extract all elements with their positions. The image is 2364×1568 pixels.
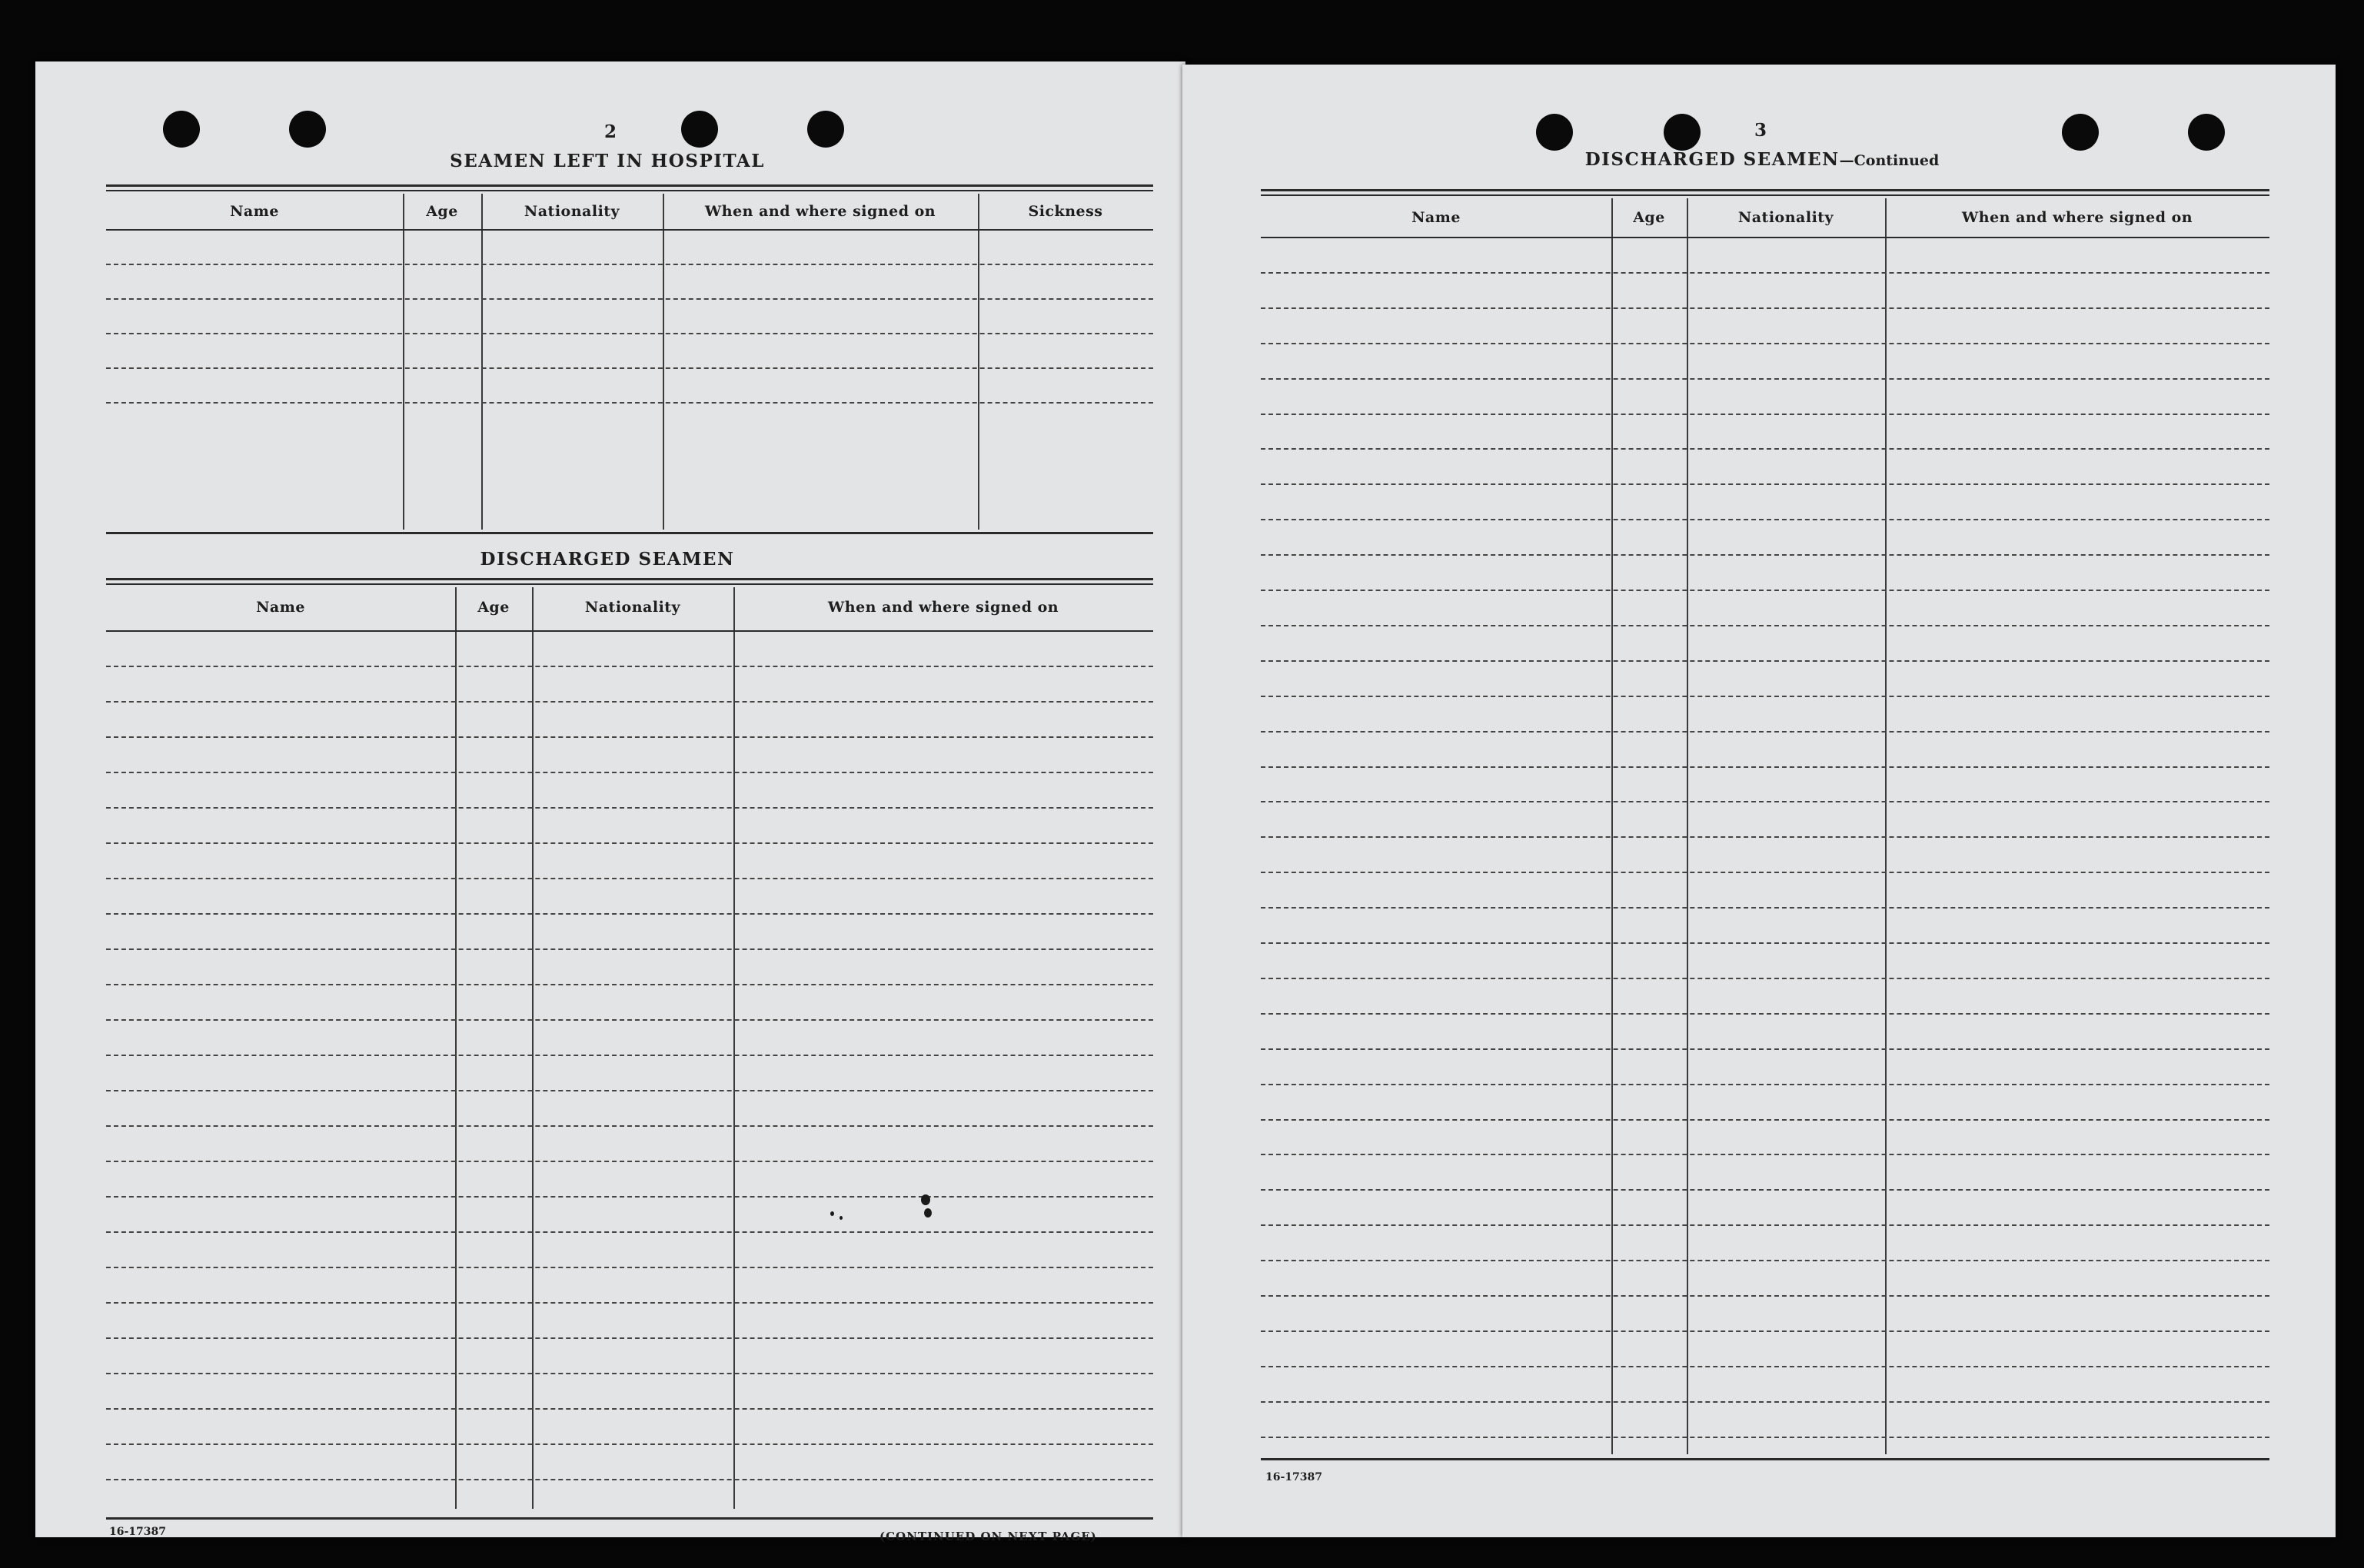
- row-line: [106, 1090, 1153, 1091]
- row-line: [106, 736, 1153, 738]
- row-line: [1261, 1048, 2269, 1050]
- header-rule: [106, 583, 1153, 585]
- column-divider: [733, 587, 735, 1509]
- punch-hole: [2062, 114, 2099, 151]
- row-line: [1261, 625, 2269, 626]
- row-line: [106, 701, 1153, 703]
- row-line: [106, 1373, 1153, 1374]
- row-line: [1261, 1401, 2269, 1403]
- row-line: [1261, 1189, 2269, 1191]
- col-header-name: Name: [1411, 209, 1461, 226]
- row-line: [1261, 978, 2269, 979]
- right-page: [1182, 65, 2336, 1537]
- left-page: [35, 61, 1185, 1543]
- header-rule: [106, 184, 1153, 187]
- column-divider: [1687, 198, 1688, 1454]
- row-line: [106, 367, 1153, 369]
- header-rule: [1261, 189, 2269, 191]
- punch-hole: [681, 111, 718, 148]
- row-line: [106, 1055, 1153, 1056]
- column-divider: [532, 587, 534, 1509]
- table-bottom-rule: [106, 1517, 1153, 1520]
- row-line: [106, 984, 1153, 985]
- col-header-sickness: Sickness: [1028, 203, 1103, 220]
- row-line: [106, 1196, 1153, 1198]
- row-line: [1261, 1224, 2269, 1226]
- col-header-age: Age: [477, 599, 510, 616]
- punch-hole: [2188, 114, 2225, 151]
- row-line: [1261, 590, 2269, 591]
- col-header-name: Name: [230, 203, 279, 220]
- row-line: [1261, 307, 2269, 309]
- row-line: [106, 878, 1153, 879]
- row-line: [106, 913, 1153, 915]
- row-line: [1261, 1366, 2269, 1367]
- row-line: [106, 298, 1153, 300]
- discharged-continued-title: [1585, 149, 1940, 170]
- col-header-signed-on: When and where signed on: [704, 203, 936, 220]
- column-divider: [978, 194, 979, 530]
- row-line: [1261, 378, 2269, 380]
- punch-hole: [807, 111, 844, 148]
- col-header-signed-on: When and where signed on: [827, 599, 1059, 616]
- header-rule: [106, 578, 1153, 580]
- punch-hole: [163, 111, 200, 148]
- col-header-age: Age: [426, 203, 458, 220]
- row-line: [106, 1231, 1153, 1233]
- row-line: [1261, 801, 2269, 802]
- row-line: [1261, 519, 2269, 520]
- punch-hole: [1536, 114, 1573, 151]
- row-line: [1261, 660, 2269, 662]
- row-line: [1261, 1013, 2269, 1015]
- column-divider: [481, 194, 483, 530]
- column-divider: [663, 194, 664, 530]
- row-line: [106, 333, 1153, 334]
- ink-speck: [924, 1208, 932, 1218]
- column-divider: [403, 194, 404, 530]
- row-line: [106, 842, 1153, 844]
- row-line: [106, 807, 1153, 809]
- row-line: [106, 402, 1153, 404]
- row-line: [1261, 907, 2269, 909]
- ink-speck: [840, 1216, 843, 1220]
- row-line: [1261, 766, 2269, 768]
- row-line: [1261, 1119, 2269, 1121]
- row-line: [106, 666, 1153, 667]
- row-line: [106, 264, 1153, 265]
- row-line: [106, 630, 1153, 632]
- section-title-suffix: —Continued: [1839, 152, 1940, 169]
- row-line: [1261, 696, 2269, 697]
- row-line: [1261, 483, 2269, 485]
- column-divider: [1611, 198, 1613, 1454]
- ink-speck: [830, 1211, 834, 1216]
- col-header-nationality: Nationality: [584, 599, 681, 616]
- row-line: [106, 772, 1153, 773]
- row-line: [106, 1479, 1153, 1480]
- row-line: [106, 229, 1153, 231]
- column-divider: [455, 587, 457, 1509]
- row-line: [106, 1408, 1153, 1410]
- row-line: [106, 1161, 1153, 1162]
- form-number: 16-17387: [1265, 1471, 1322, 1483]
- row-line: [1261, 1330, 2269, 1332]
- row-line: [106, 1267, 1153, 1268]
- table-bottom-rule: [1261, 1458, 2269, 1460]
- col-header-age: Age: [1633, 209, 1665, 226]
- col-header-name: Name: [256, 599, 305, 616]
- punch-hole: [1664, 114, 1701, 151]
- row-line: [1261, 554, 2269, 556]
- page-number: 3: [1754, 120, 1767, 141]
- row-line: [1261, 1260, 2269, 1261]
- hospital-section-title: SEAMEN LEFT IN HOSPITAL: [450, 151, 765, 171]
- row-line: [1261, 1295, 2269, 1297]
- row-line: [1261, 343, 2269, 344]
- header-rule: [106, 190, 1153, 191]
- row-line: [1261, 836, 2269, 838]
- form-number: 16-17387: [109, 1526, 166, 1538]
- discharged-table: [106, 578, 1153, 1520]
- row-line: [106, 948, 1153, 950]
- row-line: [1261, 1154, 2269, 1155]
- ink-speck: [921, 1194, 930, 1205]
- row-line: [106, 1019, 1153, 1021]
- continued-note: (CONTINUED ON NEXT PAGE): [879, 1530, 1097, 1543]
- row-line: [1261, 414, 2269, 415]
- row-line: [1261, 1437, 2269, 1438]
- row-line: [106, 1302, 1153, 1304]
- col-header-nationality: Nationality: [524, 203, 620, 220]
- column-divider: [1885, 198, 1887, 1454]
- header-rule: [1261, 194, 2269, 196]
- row-line: [1261, 872, 2269, 873]
- discharged-section-title: DISCHARGED SEAMEN: [480, 549, 735, 570]
- row-line: [106, 1125, 1153, 1127]
- row-line: [1261, 237, 2269, 238]
- row-line: [1261, 1084, 2269, 1085]
- punch-hole: [289, 111, 326, 148]
- col-header-signed-on: When and where signed on: [1961, 209, 2193, 226]
- col-header-nationality: Nationality: [1737, 209, 1834, 226]
- page-number: 2: [603, 121, 617, 142]
- row-line: [1261, 272, 2269, 274]
- row-line: [1261, 942, 2269, 944]
- row-line: [106, 1443, 1153, 1445]
- section-title-main: DISCHARGED SEAMEN: [1584, 149, 1840, 170]
- row-line: [1261, 448, 2269, 450]
- row-line: [106, 1337, 1153, 1339]
- hospital-table: [106, 184, 1153, 534]
- row-line: [1261, 731, 2269, 733]
- discharged-continued-table: [1261, 189, 2269, 1460]
- table-bottom-rule: [106, 532, 1153, 534]
